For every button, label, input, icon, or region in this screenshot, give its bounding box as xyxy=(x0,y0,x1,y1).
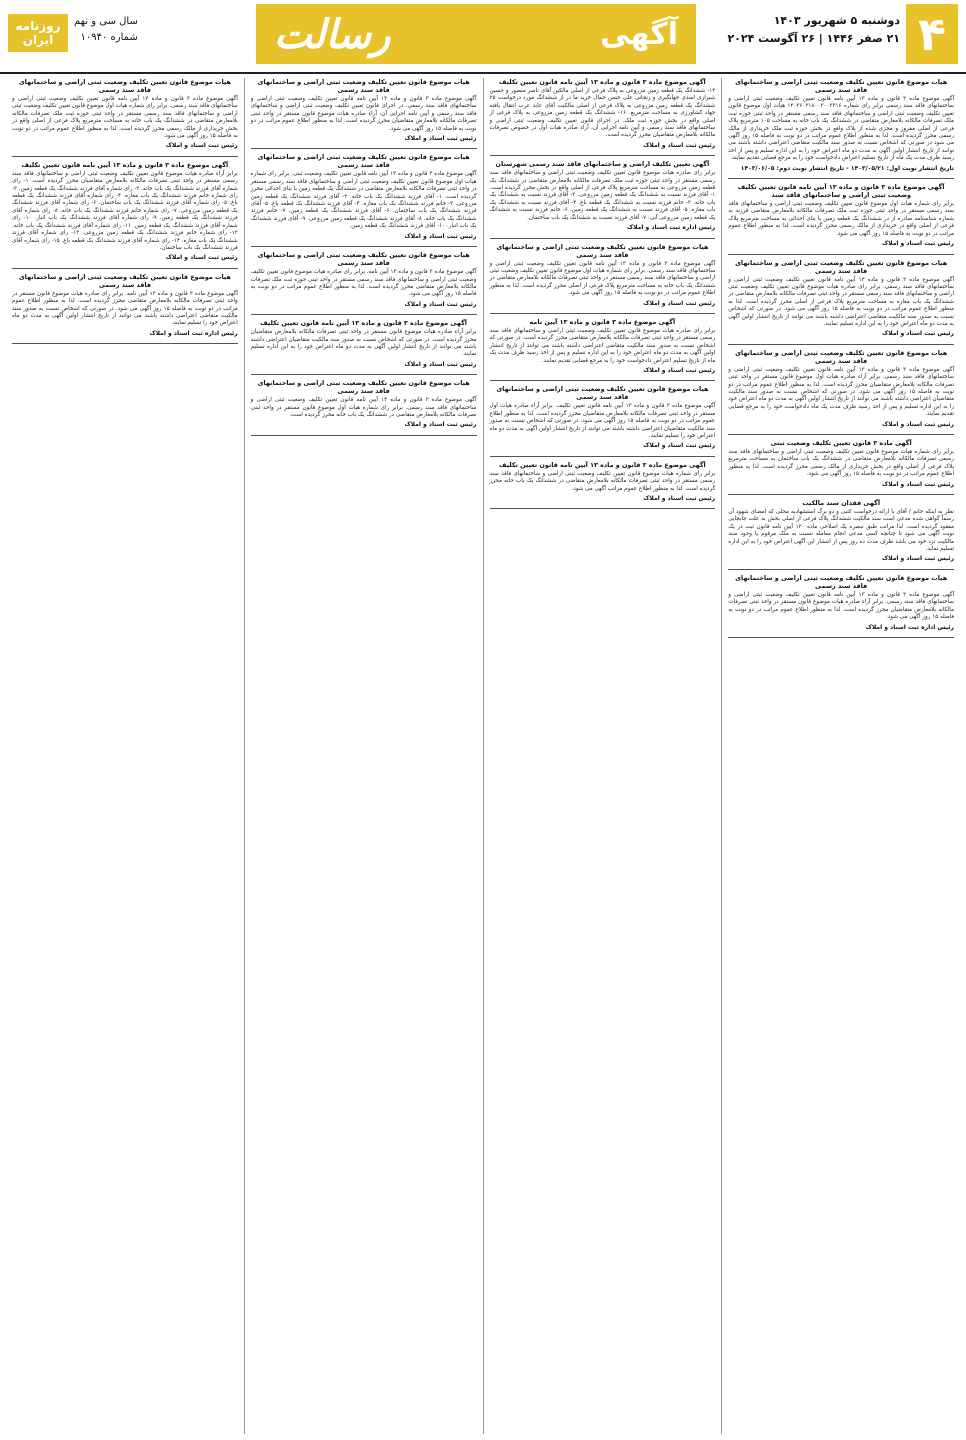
year-issue: سال سی و نهم xyxy=(74,16,138,27)
ad-body: آگهی موضوع ماده ۳ قانون و ماده ۱۳ آیین نامه قانون تعیین تکلیف وضعیت ثبتی. برابر رای شماره هیات اول موضوع قانون تعیین تکلیف وضعیت ثبتی اراضی و ساختمانهای فاقد سند رسمی مستقر در واحد ثبتی تصرفات مالکانه بلامعارض متقاضی در ششدانگ یک قطعه زمین با بنای احداثی محرز گردیده است. ۱- آقای فرزند ششدانگ یک باب خانه. ۲- آقای فرزند ششدانگ یک قطعه زمین مزروعی. ۳- خانم فرزند ششدانگ یک باب مغازه. ۴- آقای فرزند ششدانگ یک قطعه باغ. ۵- آقای فرزند ششدانگ یک باب ساختمان. ۶- آقای فرزند ششدانگ یک قطعه زمین. ۷- خانم فرزند ششدانگ یک باب خانه. ۸- آقای فرزند ششدانگ یک قطعه زمین مزروعی. ۹- آقای فرزند ششدانگ یک باب انبار. ۱۰- آقای فرزند ششدانگ یک قطعه زمین. xyxy=(250,171,477,230)
ad-column-3 xyxy=(244,78,483,1434)
ad-title: هیات موضوع قانون تعیین تکلیف وضعیت ثبتی اراضی و ساختمانهای فاقد سند رسمی xyxy=(257,379,470,396)
ad-divider xyxy=(728,434,954,435)
ad-divider xyxy=(490,508,716,509)
ad-divider xyxy=(728,178,954,179)
ad-body: آگهی موضوع ماده ۳ قانون و ماده ۱۳ آیین نامه قانون تعیین تکلیف وضعیت ثبتی اراضی و ساختمانهای فاقد سند رسمی. در اجرای قانون تعیین تکلیف وضعیت ثبتی اراضی و ساختمانهای فاقد سند رسمی و آیین نامه اجرایی آن، آراء صادره هیات موضوع قانون مستقر در واحد ثبتی تصرفات مالکانه بلامعارض متقاضیان محرز گردیده است. لذا به منظور اطلاع عموم مراتب در دو نوبت به فاصله ۱۵ روز آگهی می شود. xyxy=(250,96,477,132)
ad-divider xyxy=(728,637,954,638)
ad-body: آگهی موضوع ماده ۳ قانون و ماده ۱۳ آیین نامه قانون تعیین تکلیف وضعیت ثبتی اراضی و ساختمانهای فاقد سند رسمی. برابر آراء صادره هیات اول موضوع قانون مستقر در واحد ثبتی تصرفات مالکانه بلامعارض متقاضیان محرز گردیده است. لذا به منظور اطلاع عموم مراتب در دو نوبت به فاصله ۱۵ روز آگهی می شود. در صورتی که اشخاص نسبت به صدور سند مالکیت متقاضیان اعتراضی داشته باشند می توانند از تاریخ انتشار اولین آگهی به مدت دو ماه اعتراض خود را به این اداره تسلیم و پس از اخذ رسید ظرف مدت یک ماه دادخواست خود را به مرجع قضایی تقدیم نمایند. xyxy=(728,366,955,418)
ad-signature: رئیس ثبت اسناد و املاک xyxy=(643,299,716,307)
ad-body: برابر رای صادره هیات موضوع قانون تعیین تکلیف وضعیت ثبتی اراضی و ساختمانهای فاقد سند رسمی مستقر در واحد ثبتی حوزه ثبت ملک تصرفات مالکانه بلامعارض متقاضی در ششدانگ یک قطعه زمین مزروعی به مساحت مترمربع پلاک فرعی از اصلی واقع در بخش محرز گردیده است. ۱- آقای فرزند نسبت به ششدانگ یک قطعه زمین مزروعی. ۲- آقای فرزند نسبت به ششدانگ یک باب خانه. ۳- خانم فرزند نسبت به ششدانگ یک قطعه باغ. ۴- آقای فرزند نسبت به ششدانگ یک باب مغازه. ۵- آقای فرزند نسبت به ششدانگ یک قطعه زمین. ۶- خانم فرزند نسبت به ششدانگ یک قطعه زمین مزروعی آبی. ۷- آقای فرزند نسبت به ششدانگ یک باب ساختمان. xyxy=(489,170,716,221)
ad-body: آگهی موضوع ماده ۳ قانون و ماده ۱۳ آیین نامه قانون تعیین تکلیف وضعیت ثبتی اراضی و ساختمانهای فاقد سند رسمی. برابر آراء صادره هیات موضوع قانون مستقر در واحد ثبتی تصرفات مالکانه بلامعارض متقاضیان محرز گردیده است. لذا به منظور اطلاع عموم مراتب در دو نوبت به فاصله ۱۵ روز آگهی می شود. xyxy=(728,591,955,621)
issue-number: شماره ۱۰۹۴۰ xyxy=(80,32,138,43)
ad-divider xyxy=(251,246,477,247)
ad-notice xyxy=(490,243,716,307)
ad-divider xyxy=(490,456,716,457)
ad-title: هیات موضوع قانون تعیین تکلیف وضعیت ثبتی اراضی و ساختمانهای فاقد سند رسمی xyxy=(18,78,231,94)
ad-body: ۱۴- ششدانگ یک قطعه زمین مزروعی به پلاک فرعی از اصلی مالکین آقای ناصر منصور و حسین شیرازی اسدی جهانگیری و زنجانی علی حسن جمال خرید ما در از ششدانگ مورد درخواست ۲۵ ششدانگ یک قطعه زمین مزروعی به پلاک فرعی از اصلی مالکیت آقای عابد عرب انتقال یافته جهاد کشاورزی به مساحت مترمربع. ۱۶- ششدانگ یک قطعه زمین مزروعی به پلاک فرعی از اصلی واقع در بخش حوزه ثبت ملک. در اجرای قانون تعیین تکلیف وضعیت ثبتی اراضی و ساختمانهای فاقد سند رسمی و آیین نامه اجرایی آن، آراء صادره هیات اول در خصوص تصرفات مالکانه بلامعارض متقاضیان محرز گردیده است. xyxy=(489,88,716,139)
ad-title: آگهی موضوع ماده ۳ قانون و ماده ۱۳ آیین نامه قانون تعیین تکلیف xyxy=(499,460,706,469)
ad-divider xyxy=(728,254,954,255)
section-banner xyxy=(256,4,696,64)
ad-divider xyxy=(251,435,477,436)
ad-title: آگهی فقدان سند مالکیت xyxy=(802,499,881,508)
ad-title: آگهی موضوع ماده ۳ قانون و ماده ۱۳ آیین نامه قانون تعیین تکلیف xyxy=(499,78,706,86)
ad-title: آگهی ماده ۳ قانون تعیین تکلیف وضعیت ثبتی xyxy=(770,439,912,447)
ad-divider xyxy=(12,268,238,269)
ad-notice xyxy=(490,160,716,231)
ad-signature: رئیس ثبت اسناد و املاک xyxy=(882,420,954,428)
ad-notice xyxy=(12,161,238,262)
ad-signature: رئیس ثبت اسناد و املاک xyxy=(404,360,477,368)
ad-signature: رئیس اداره ثبت اسناد و املاک xyxy=(865,623,954,631)
ad-title: آگهی موضوع ماده ۳ قانون و ماده ۱۳ آیین نامه xyxy=(529,317,676,326)
ad-notice xyxy=(728,574,954,631)
ad-body: آگهی موضوع ماده ۳ قانون و ماده ۱۳ آیین نامه. برابر رای صادره هیات موضوع قانون تعیین تکلیف وضعیت ثبتی اراضی و ساختمانهای فاقد سند رسمی مستقر در واحد ثبتی حوزه ثبت ملک تصرفات مالکانه بلامعارض متقاضی محرز گردیده است. لذا به منظور اطلاع عموم مراتب در دو نوبت به فاصله ۱۵ روز آگهی می شود. xyxy=(250,269,477,298)
ad-divider xyxy=(490,313,716,314)
ad-notice xyxy=(12,78,238,150)
ad-signature: رئیس ثبت اسناد و املاک xyxy=(643,495,716,503)
ad-notice xyxy=(12,273,238,337)
ad-divider xyxy=(490,238,716,239)
ad-signature: رئیس ثبت اسناد و املاک xyxy=(643,442,716,450)
ad-body: آگهی موضوع ماده ۳ قانون و ماده ۱۳ آیین نامه قانون تعیین تکلیف وضعیت ثبتی اراضی و ساختمانهای فاقد سند رسمی. برابر رای شماره هیات اول موضوع قانون مستقر در واحد ثبتی تصرفات مالکانه بلامعارض متقاضی در ششدانگ یک باب خانه محرز گردیده است. xyxy=(250,397,477,418)
ad-signature: رئیس ثبت اسناد و املاک xyxy=(165,142,238,150)
ad-body: آگهی موضوع ماده ۳ قانون و ماده ۱۳ آیین نامه قانون تعیین تکلیف وضعیت ثبتی اراضی و ساختمانهای فاقد سند رسمی. برابر رای صادره هیات موضوع قانون تعیین تکلیف وضعیت ثبتی اراضی و ساختمانهای فاقد سند رسمی مستقر در واحد ثبتی تصرفات مالکانه بلامعارض متقاضی در ششدانگ یک باب مغازه به مساحت مترمربع پلاک فرعی از اصلی محرز گردیده است. لذا به منظور اطلاع عموم مراتب در دو نوبت به فاصله ۱۵ روز آگهی می شود. در صورتی که اشخاص نسبت به صدور سند مالکیت متقاضی اعتراضی داشته باشند می توانند از تاریخ انتشار اولین آگهی به مدت دو ماه اعتراض خود را به این اداره تسلیم نمایند. xyxy=(728,276,955,327)
ad-column-2 xyxy=(483,78,722,1434)
ad-title: هیات موضوع قانون تعیین تکلیف وضعیت ثبتی اراضی و ساختمانهای فاقد سند رسمی xyxy=(735,573,948,590)
ad-signature: رئیس ثبت اسناد و املاک xyxy=(882,330,954,338)
ad-notice xyxy=(251,78,477,142)
ad-column-4 xyxy=(6,78,244,1434)
ad-title: هیات موضوع قانون تعیین تکلیف وضعیت ثبتی اراضی و ساختمانهای فاقد سند رسمی xyxy=(257,78,470,94)
date-other: ۲۱ صفر ۱۴۴۶ | ۲۶ آگوست ۲۰۲۴ xyxy=(727,32,900,45)
ad-title: هیات موضوع قانون تعیین تکلیف وضعیت ثبتی اراضی و ساختمانهای فاقد سند رسمی xyxy=(496,242,709,259)
ad-notice xyxy=(728,183,954,247)
ad-signature: رئیس ثبت اسناد و املاک xyxy=(643,141,716,149)
ad-body: آگهی موضوع ماده ۳ قانون و ماده ۱۳ آیین نامه قانون تعیین تکلیف وضعیت ثبتی اراضی و ساختمانهای فاقد سند رسمی برابر رای شماره ۱۴۰۳۶۰۳۱۸۰۰۳۰۰۳۳۱۶ هیات اول موضوع قانون تعیین تکلیف وضعیت ثبتی اراضی و ساختمانهای فاقد سند رسمی مستقر در واحد ثبتی حوزه ثبت ملک تصرفات مالکانه بلامعارض متقاضی در ششدانگ یک باب خانه به مساحت ۱۰۵ مترمربع پلاک فرعی از اصلی مفروز و مجزی شده از پلاک واقع در بخش حوزه ثبت ملک خریداری از مالک رسمی محرز گردیده است. لذا به منظور اطلاع عموم مراتب در دو نوبت به فاصله ۱۵ روز آگهی می شود در صورتی که اشخاص نسبت به صدور سند مالکیت متقاضی اعتراضی داشته باشند می توانند از تاریخ انتشار اولین آگهی به مدت دو ماه اعتراض خود را به این اداره تسلیم و پس از اخذ رسید ظرف مدت یک ماه از تاریخ تسلیم اعتراض دادخواست خود را به مرجع قضایی تقدیم نمایند. xyxy=(728,96,955,162)
ad-divider xyxy=(251,374,477,375)
mini-logo-line1: روزنامه xyxy=(15,19,61,33)
ad-divider xyxy=(12,343,238,344)
ad-notice xyxy=(251,251,477,308)
ad-divider xyxy=(728,569,954,570)
ad-signature: رئیس اداره ثبت اسناد و املاک xyxy=(626,224,716,232)
ad-divider xyxy=(728,494,954,495)
ad-signature: رئیس ثبت اسناد و املاک xyxy=(165,254,238,262)
ad-body: نظر به اینکه خانم / آقای با ارائه درخواست کتبی و دو برگ استشهادیه محلی که امضای شهود آن رسماً گواهی شده مدعی است سند مالکیت ششدانگ پلاک فرعی از اصلی بخش به علت جابجایی مفقود گردیده است. لذا مراتب طبق تبصره یک اصلاحی ماده ۱۲۰ آیین نامه قانون ثبت در یک نوبت آگهی می شود تا چنانچه کسی مدعی انجام معامله نسبت به ملک مرقوم یا وجود سند مالکیت نزد خود می باشد ظرف مدت ده روز پس از انتشار این آگهی اعتراض خود را به این اداره تسلیم نماید. xyxy=(728,509,954,553)
ad-signature: رئیس ثبت اسناد و املاک xyxy=(643,366,716,374)
mini-logo-line2: ایران xyxy=(22,33,54,47)
ad-notice xyxy=(251,379,477,429)
page-header xyxy=(0,0,966,74)
date-persian: دوشنبه ۵ شهریور ۱۴۰۳ xyxy=(773,14,900,27)
ad-signature: رئیس ثبت اسناد و املاک xyxy=(404,135,477,143)
ad-title: هیات موضوع قانون تعیین تکلیف وضعیت ثبتی اراضی و ساختمانهای فاقد سند رسمی xyxy=(735,78,948,94)
ad-body: برابر آراء صادره هیات موضوع قانون تعیین تکلیف وضعیت ثبتی اراضی و ساختمانهای فاقد سند رسمی مستقر در واحد ثبتی تصرفات مالکانه بلامعارض متقاضیان محرز گردیده است. ۱- رای شماره آقای فرزند ششدانگ یک باب خانه. ۲- رای شماره آقای فرزند ششدانگ یک قطعه زمین. ۳- رای شماره خانم فرزند ششدانگ یک باب مغازه. ۴- رای شماره آقای فرزند ششدانگ یک قطعه باغ. ۵- رای شماره آقای فرزند ششدانگ یک باب ساختمان. ۶- رای شماره آقای فرزند ششدانگ یک قطعه زمین مزروعی. ۷- رای شماره خانم فرزند ششدانگ یک باب خانه. ۸- رای شماره آقای فرزند ششدانگ یک قطعه زمین. ۹- رای شماره آقای فرزند ششدانگ یک باب انبار. ۱۰- رای شماره آقای فرزند ششدانگ یک قطعه زمین. ۱۱- رای شماره آقای فرزند ششدانگ یک باب خانه. ۱۲- رای شماره خانم فرزند ششدانگ یک قطعه زمین مزروعی. ۱۳- رای شماره آقای فرزند ششدانگ یک باب مغازه. ۱۴- رای شماره آقای فرزند ششدانگ یک قطعه باغ. ۱۵- رای شماره آقای فرزند ششدانگ یک باب ساختمان. xyxy=(12,170,238,251)
ad-column-1 xyxy=(721,78,960,1434)
mini-logo xyxy=(8,14,68,52)
ad-signature: تاریخ انتشار نوبت اول: ۱۴۰۳/۰۵/۲۱ - تاریخ انتشار نوبت دوم: ۱۴۰۳/۰۶/۰۵ xyxy=(740,164,954,172)
ad-notice xyxy=(728,439,954,488)
ad-notice xyxy=(490,318,716,374)
ad-title: آگهی تعیین تکلیف اراضی و ساختمانهای فاقد سند رسمی شهرستان xyxy=(495,160,710,169)
page-number: ۴ xyxy=(906,4,958,64)
ad-title: هیات موضوع قانون تعیین تکلیف وضعیت ثبتی اراضی و ساختمانهای فاقد سند رسمی xyxy=(257,153,470,170)
ad-notice xyxy=(728,259,954,338)
issue-dates xyxy=(727,12,900,48)
ad-signature: رئیس ثبت اسناد و املاک xyxy=(882,240,954,248)
ad-title: آگهی موضوع ماده ۳ قانون و ماده ۱۳ آیین نامه قانون تعیین تکلیف وضعیت ثبتی اراضی و ساختمانهای فاقد سند xyxy=(737,183,945,200)
ad-notice xyxy=(490,78,716,149)
newspaper-logo: رسالت xyxy=(274,10,391,58)
ad-divider xyxy=(251,148,477,149)
ad-notice xyxy=(728,499,954,563)
ad-body: برابر رای شماره هیات موضوع قانون تعیین تکلیف وضعیت ثبتی اراضی و ساختمانهای فاقد سند رسمی تصرفات مالکانه بلامعارض متقاضی در ششدانگ یک باب ساختمان به مساحت مترمربع پلاک فرعی از اصلی واقع در بخش خریداری از مالک رسمی محرز گردیده است. لذا به منظور اطلاع عموم مراتب در دو نوبت به فاصله ۱۵ روز آگهی می شود. xyxy=(728,449,954,478)
ad-title: هیات موضوع قانون تعیین تکلیف وضعیت ثبتی اراضی و ساختمانهای فاقد سند رسمی xyxy=(735,258,948,275)
ad-title: آگهی موضوع ماده ۳ قانون و ماده ۱۳ آیین نامه قانون تعیین تکلیف xyxy=(260,319,467,328)
ad-columns xyxy=(6,78,960,1434)
ad-notice xyxy=(251,153,477,240)
ad-signature: رئیس اداره ثبت اسناد و املاک xyxy=(149,329,238,337)
ad-notice xyxy=(490,385,716,449)
ad-signature: رئیس ثبت اسناد و املاک xyxy=(882,480,954,488)
ad-divider xyxy=(490,155,716,156)
ad-title: هیات موضوع قانون تعیین تکلیف وضعیت ثبتی اراضی و ساختمانهای فاقد سند رسمی xyxy=(257,251,470,268)
ad-divider xyxy=(12,156,238,157)
ad-title: هیات موضوع قانون تعیین تکلیف وضعیت ثبتی اراضی و ساختمانهای فاقد سند رسمی xyxy=(735,348,948,365)
ad-body: برابر رای صادره هیات موضوع قانون تعیین تکلیف وضعیت ثبتی اراضی و ساختمانهای فاقد سند رسمی مستقر در واحد ثبتی تصرفات مالکانه بلامعارض متقاضی محرز گردیده است. در صورتی که اشخاص نسبت به صدور سند مالکیت متقاضی اعتراضی داشته باشند می توانند از تاریخ انتشار اولین آگهی به مدت دو ماه اعتراض خود را به این اداره تسلیم و پس از اخذ رسید ظرف مدت یک ماه از تاریخ تسلیم اعتراض دادخواست خود را به مرجع قضایی تقدیم نمایند. xyxy=(489,327,716,364)
header-date-block xyxy=(727,4,958,64)
ad-title: هیات موضوع قانون تعیین تکلیف وضعیت ثبتی اراضی و ساختمانهای فاقد سند رسمی xyxy=(496,385,709,402)
ad-notice xyxy=(728,78,954,172)
ad-signature: رئیس ثبت اسناد و املاک xyxy=(404,300,477,308)
section-title: آگهی xyxy=(600,16,678,52)
ad-divider xyxy=(251,314,477,315)
ad-divider xyxy=(728,344,954,345)
ad-notice xyxy=(251,319,477,368)
ad-body: برابر رای شماره هیات موضوع قانون تعیین تکلیف وضعیت ثبتی اراضی و ساختمانهای فاقد سند رسمی مستقر در واحد ثبتی تصرفات مالکانه بلامعارض متقاضی در ششدانگ یک باب خانه محرز گردیده است. لذا به منظور اطلاع عموم مراتب آگهی می شود. xyxy=(489,470,716,492)
ad-body: آگهی موضوع ماده ۳ قانون و ماده ۱۳ آیین نامه قانون تعیین تکلیف. برابر آراء صادره هیات اول مستقر در واحد ثبتی تصرفات مالکانه بلامعارض متقاضیان محرز گردیده است. لذا به منظور اطلاع عموم مراتب در دو نوبت به فاصله ۱۵ روز آگهی می شود. در صورتی که اشخاص نسبت به صدور سند مالکیت متقاضیان اعتراضی داشته باشند می توانند از تاریخ انتشار اولین آگهی به مدت دو ماه اعتراض خود را تسلیم نمایند. xyxy=(489,403,716,439)
publication-info xyxy=(8,14,138,52)
ad-signature: رئیس ثبت اسناد و املاک xyxy=(404,232,477,240)
ad-body: آگهی موضوع ماده ۳ قانون و ماده ۱۳ آیین نامه. برابر رای صادره هیات موضوع قانون مستقر در واحد ثبتی تصرفات مالکانه بلامعارض متقاضی محرز گردیده است. لذا به منظور اطلاع عموم مراتب در دو نوبت به فاصله ۱۵ روز آگهی می شود. در صورتی که اشخاص نسبت به صدور سند مالکیت متقاضی اعتراضی داشته باشند می توانند از تاریخ انتشار اولین آگهی به مدت دو ماه اعتراض خود را تسلیم نمایند. xyxy=(12,290,238,327)
ad-title: آگهی موضوع ماده ۳ قانون و ماده ۱۳ آیین نامه قانون تعیین تکلیف xyxy=(21,160,229,169)
ad-signature: رئیس ثبت اسناد و املاک xyxy=(882,555,954,563)
ad-divider xyxy=(490,380,716,381)
ad-body: برابر رای شماره هیات اول موضوع قانون تعیین تکلیف وضعیت ثبتی اراضی و ساختمانهای فاقد سند رسمی مستقر در واحد ثبتی حوزه ثبت ملک تصرفات مالکانه بلامعارض متقاضی فرزند به شماره شناسنامه صادره از در ششدانگ یک قطعه زمین با بنای احداثی به مساحت مترمربع پلاک فرعی از اصلی واقع در خریداری از مالک رسمی محرز گردیده است. لذا به منظور اطلاع عموم مراتب در دو نوبت به فاصله ۱۵ روز آگهی می شود. xyxy=(728,201,954,237)
ad-body: برابر آراء صادره هیات موضوع قانون مستقر در واحد ثبتی تصرفات مالکانه بلامعارض متقاضیان محرز گردیده است. در صورتی که اشخاص نسبت به صدور سند مالکیت متقاضیان اعتراضی داشته باشند می توانند از تاریخ انتشار اولین آگهی به مدت دو ماه اعتراض خود را به این اداره تسلیم نمایند. xyxy=(250,329,477,358)
issue-info xyxy=(74,14,138,46)
ad-signature: رئیس ثبت اسناد و املاک xyxy=(404,421,477,429)
ad-body: آگهی موضوع ماده ۳ قانون و ماده ۱۳ آیین نامه قانون تعیین تکلیف وضعیت ثبتی اراضی و ساختمانهای فاقد سند رسمی. برابر رای شماره هیات اول موضوع قانون تعیین تکلیف وضعیت ثبتی اراضی و ساختمانهای فاقد سند رسمی مستقر در واحد ثبتی حوزه ثبت ملک تصرفات مالکانه بلامعارض متقاضی در ششدانگ یک باب خانه به مساحت مترمربع پلاک فرعی از اصلی واقع در بخش خریداری از مالک رسمی محرز گردیده است. لذا به منظور اطلاع عموم مراتب در دو نوبت به فاصله ۱۵ روز آگهی می شود. xyxy=(12,96,238,140)
ad-title: هیات موضوع قانون تعیین تکلیف وضعیت ثبتی اراضی و ساختمانهای فاقد سند رسمی xyxy=(18,272,231,289)
ad-notice xyxy=(728,349,954,428)
ad-notice xyxy=(490,461,716,503)
ad-body: آگهی موضوع ماده ۳ قانون و ماده ۱۳ آیین نامه قانون تعیین تکلیف وضعیت ثبتی اراضی و ساختمانهای فاقد سند رسمی. برابر رای شماره هیات اول موضوع قانون تعیین تکلیف وضعیت ثبتی اراضی و ساختمانهای فاقد سند رسمی مستقر در واحد ثبتی تصرفات مالکانه بلامعارض متقاضی در ششدانگ یک باب خانه به مساحت مترمربع پلاک فرعی از اصلی محرز گردیده است. لذا به منظور اطلاع عموم مراتب در دو نوبت به فاصله ۱۵ روز آگهی می شود. xyxy=(489,260,716,297)
